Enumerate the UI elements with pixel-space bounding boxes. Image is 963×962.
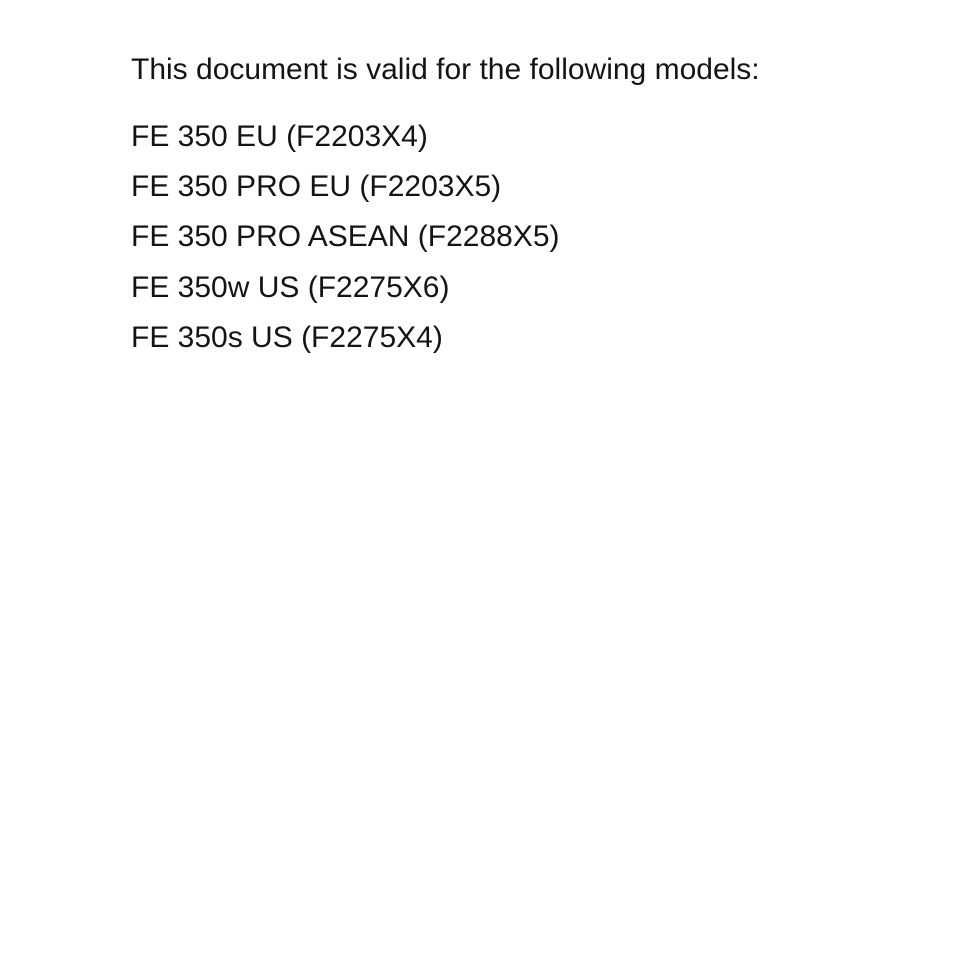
list-item: FE 350 PRO ASEAN (F2288X5) [131, 220, 560, 254]
list-item: FE 350 PRO EU (F2203X5) [131, 170, 502, 204]
list-item: FE 350s US (F2275X4) [131, 320, 443, 354]
intro-text: This document is valid for the following models: [131, 53, 760, 86]
model-list [131, 112, 560, 363]
list-item: FE 350w US (F2275X6) [131, 270, 450, 304]
list-item: FE 350 EU (F2203X4) [131, 120, 428, 153]
